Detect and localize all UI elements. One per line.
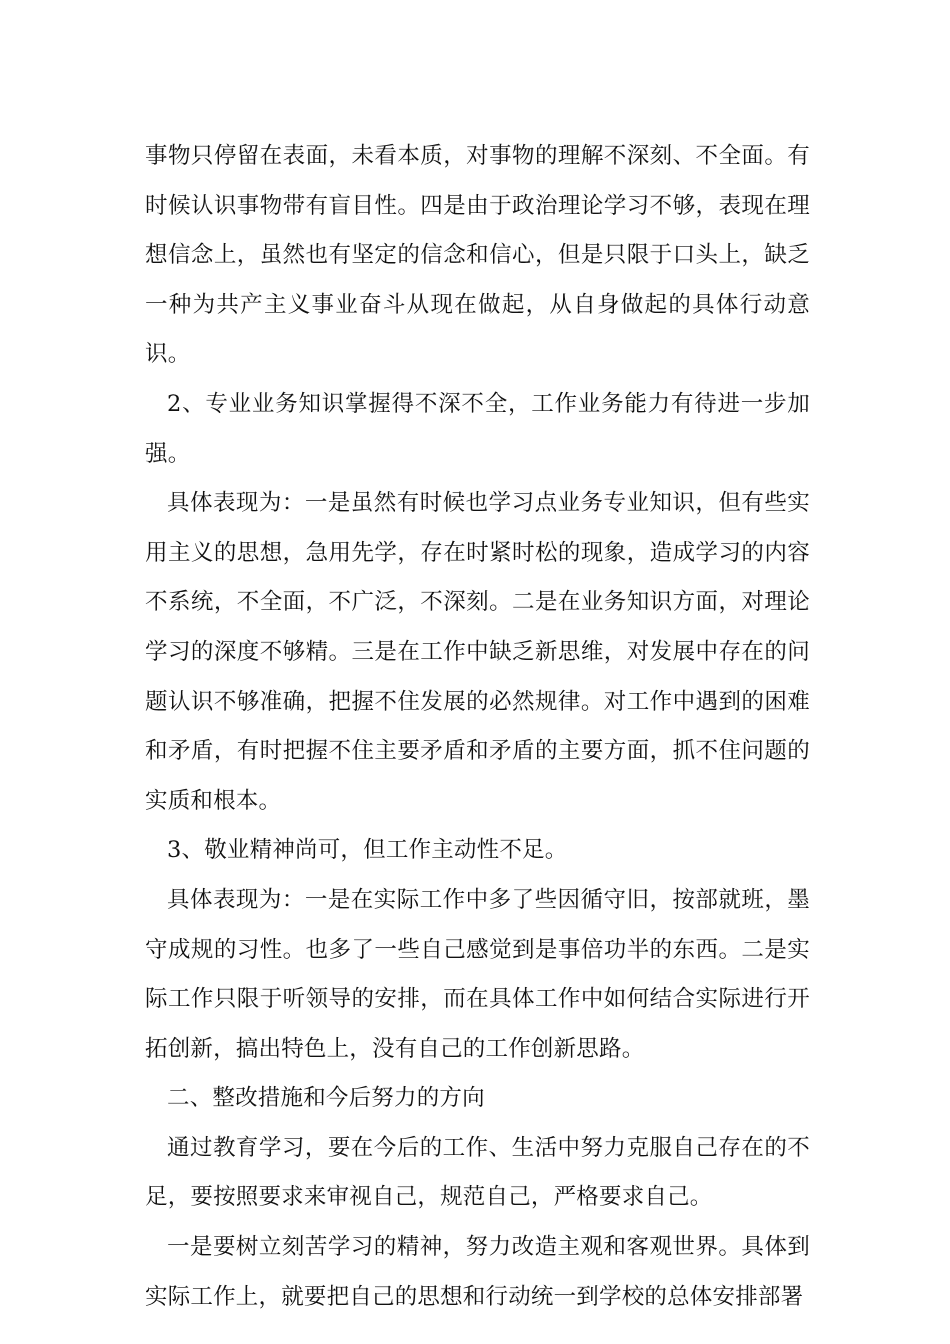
document-body bbox=[145, 132, 810, 1322]
paragraph-measure-one: 一是要树立刻苦学习的精神，努力改造主观和客观世界。具体到实际工作上，就要把自己的思想和行动统一到学校的总体安排部署 bbox=[145, 1234, 810, 1310]
paragraph-item-3-details: 具体表现为：一是在实际工作中多了些因循守旧，按部就班，墨守成规的习性。也多了一些自己感觉到是事倍功半的东西。二是实际工作只限于听领导的安排，而在具体工作中如何结合实际进行开拓创新，搞出特色上，没有自己的工作创新思路。 bbox=[145, 886, 810, 1062]
heading-item-3: 3、敬业精神尚可，但工作主动性不足。 bbox=[167, 837, 568, 864]
section-heading-rectification: 二、整改措施和今后努力的方向 bbox=[167, 1085, 485, 1112]
paragraph-rectification-intro: 通过教育学习，要在今后的工作、生活中努力克服自己存在的不足，要按照要求来审视自己，规范自己，严格要求自己。 bbox=[145, 1134, 810, 1211]
heading-item-2: 2、专业业务知识掌握得不深不全，工作业务能力有待进一步加强。 bbox=[145, 390, 810, 467]
paragraph-item-2-details: 具体表现为：一是虽然有时候也学习点业务专业知识，但有些实用主义的思想，急用先学，存在时紧时松的现象，造成学习的内容不系统，不全面，不广泛，不深刻。二是在业务知识方面，对理论学习的深度不够精。三是在工作中缺乏新思维，对发展中存在的问题认识不够准确，把握不住发展的必然规律。对工作中遇到的困难和矛盾，有时把握不住主要矛盾和矛盾的主要方面，抓不住问题的实质和根本。 bbox=[145, 490, 810, 814]
paragraph-continuation: 事物只停留在表面，未看本质，对事物的理解不深刻、不全面。有时候认识事物带有盲目性。四是由于政治理论学习不够，表现在理想信念上，虽然也有坚定的信念和信心，但是只限于口头上，缺乏一种为共产主义事业奋斗从现在做起，从自身做起的具体行动意识。 bbox=[145, 143, 810, 368]
